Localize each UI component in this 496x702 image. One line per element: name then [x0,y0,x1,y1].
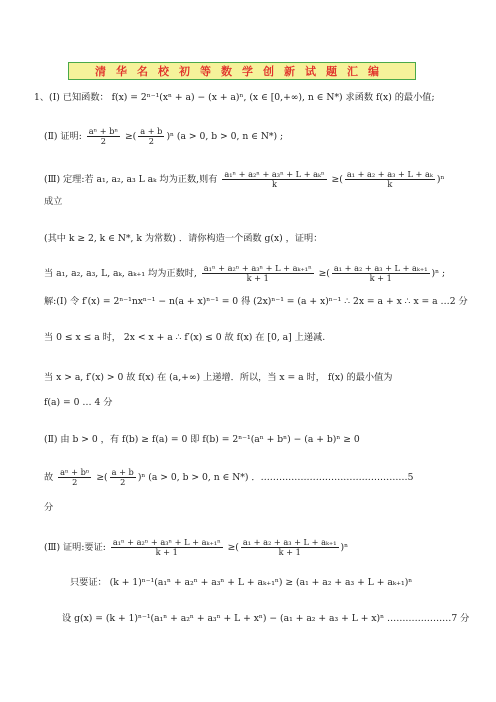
claim-statement [44,264,445,283]
fraction-power-mean-k1 [111,538,223,557]
geq-sign: ≥ [227,542,236,553]
fraction-arith-mean-k1 [241,538,339,557]
paren-close-power: )ⁿ [166,131,174,142]
part3-label: (Ⅲ) 定理:若 a₁, a₂, a₃ L aₖ 均为正数,则有 [44,174,218,185]
part2-conditions: (a > 0, b > 0, n ∈ N*) ; [176,131,284,142]
part2-label: (Ⅱ) 证明: [44,131,82,142]
numerator: a₁ⁿ + a₂ⁿ + a₃ⁿ + L + aₖ₊₁ⁿ [203,263,312,273]
paren-close-power: )ⁿ [137,472,146,483]
conditions-text: (其中 k ≥ 2, k ∈ N*, k 为常数) ．请你构造一个函数 g(x) ，证明： [44,233,323,244]
paren-open: ( [235,542,239,553]
numerator: aⁿ + bⁿ [60,467,90,477]
solution-part1: 解:(Ⅰ) 令 f′(x) = 2ⁿ⁻¹nxⁿ⁻¹ − n(a + x)ⁿ⁻¹ = 0 得 (2x)ⁿ⁻¹ = (a + x)ⁿ⁻¹ ∴ 2x = a + x ∴ x = a …2 分 [44,296,468,307]
paren-close-power: )ⁿ [436,174,445,185]
only-need-to-prove: 只要证： (k + 1)ⁿ⁻¹(a₁ⁿ + a₂ⁿ + a₃ⁿ + L + aₖ₊₁ⁿ) ≥ (a₁ + a₂ + a₃ + L + aₖ₊₁)ⁿ [70,577,413,588]
paren-close-power: )ⁿ ; [431,268,446,279]
part2-statement [44,127,283,146]
fraction-ab-power [87,127,120,146]
denominator: 2 [100,136,106,146]
define-g: 设 g(x) = (k + 1)ⁿ⁻¹(a₁ⁿ + a₂ⁿ + a₃ⁿ + L + xⁿ) − (a₁ + a₂ + a₃ + L + x)ⁿ …………………7 分 [62,613,470,624]
geq-sign: ≥ [318,268,327,279]
established-text: 成立 [44,196,63,207]
denominator: 2 [120,477,126,487]
title-banner [68,62,416,80]
denominator: 2 [148,136,154,146]
score-fen: 分 [44,502,54,513]
fraction-ab-sum [110,468,136,487]
fraction-arith-mean [345,170,435,189]
fraction-power-mean [222,170,326,189]
denominator: k + 1 [369,273,392,283]
paren-open: ( [326,268,330,279]
numerator: a₁ + a₂ + a₃ + L + aₖ₊₁ [242,537,337,547]
numerator: a + b [140,126,163,136]
numerator: a₁ⁿ + a₂ⁿ + a₃ⁿ + L + aₖ₊₁ⁿ [112,537,221,547]
numerator: a₁ + a₂ + a₃ + L + aₖ [346,169,433,179]
denominator: 2 [72,477,78,487]
problem-1-part1: 1、(Ⅰ) 已知函数： f(x) = 2ⁿ⁻¹(xⁿ + a) − (x + a)ⁿ, (x ∈ [0,+∞), n ∈ N*) 求函数 f(x) 的最小值; [34,92,435,103]
solution-increasing: 当 x > a, f′(x) > 0 故 f(x) 在 (a,+∞) 上递增．所以，当 x = a 时， f(x) 的最小值为 [44,372,393,383]
fraction-power-mean-k1 [202,264,314,283]
solution-part2: (Ⅱ) 由 b > 0 ，有 f(b) ≥ f(a) = 0 即 f(b) = 2ⁿ⁻¹(aⁿ + bⁿ) − (a + b)ⁿ ≥ 0 [44,434,360,445]
therefore-label: 故 [44,472,54,483]
solution-min-value: f(a) = 0 … 4 分 [44,397,113,408]
fraction-ab-sum [138,127,164,146]
numerator: a₁ⁿ + a₂ⁿ + a₃ⁿ + L + aₖⁿ [224,169,325,179]
banner-text: 清华名校初等数学创新试题汇编 [95,65,389,78]
part3-theorem [44,170,444,189]
part2-conclusion-conditions: (a > 0, b > 0, n ∈ N*) ．…………………………………………5 [148,472,414,483]
solution-part2-conclusion [44,468,413,487]
paren-open: ( [104,472,108,483]
paren-open: ( [132,131,137,142]
claim-label: 当 a₁, a₂, a₃, L, aₖ, aₖ₊₁ 均为正数时, [44,268,197,279]
numerator: a + b [111,467,134,477]
denominator: k [271,179,277,189]
denominator: k + 1 [155,547,178,557]
solution-decreasing: 当 0 ≤ x ≤ a 时， 2x < x + a ∴ f′(x) ≤ 0 故 f(x) 在 [0, a] 上递减. [44,332,326,343]
paren-open: ( [339,174,343,185]
fraction-ab-power [58,468,91,487]
denominator: k + 1 [246,273,269,283]
geq-sign: ≥ [96,472,105,483]
denominator: k + 1 [278,547,301,557]
geq-sign: ≥ [124,131,133,142]
solution-part3 [44,538,348,557]
denominator: k [387,179,393,189]
paren-close-power: )ⁿ [340,542,349,553]
numerator: aⁿ + bⁿ [88,126,119,136]
geq-sign: ≥ [331,174,340,185]
numerator: a₁ + a₂ + a₃ + L + aₖ₊₁ [333,263,428,273]
part3-proof-label: (Ⅲ) 证明:要证: [44,542,106,553]
fraction-arith-mean-k1 [332,264,430,283]
